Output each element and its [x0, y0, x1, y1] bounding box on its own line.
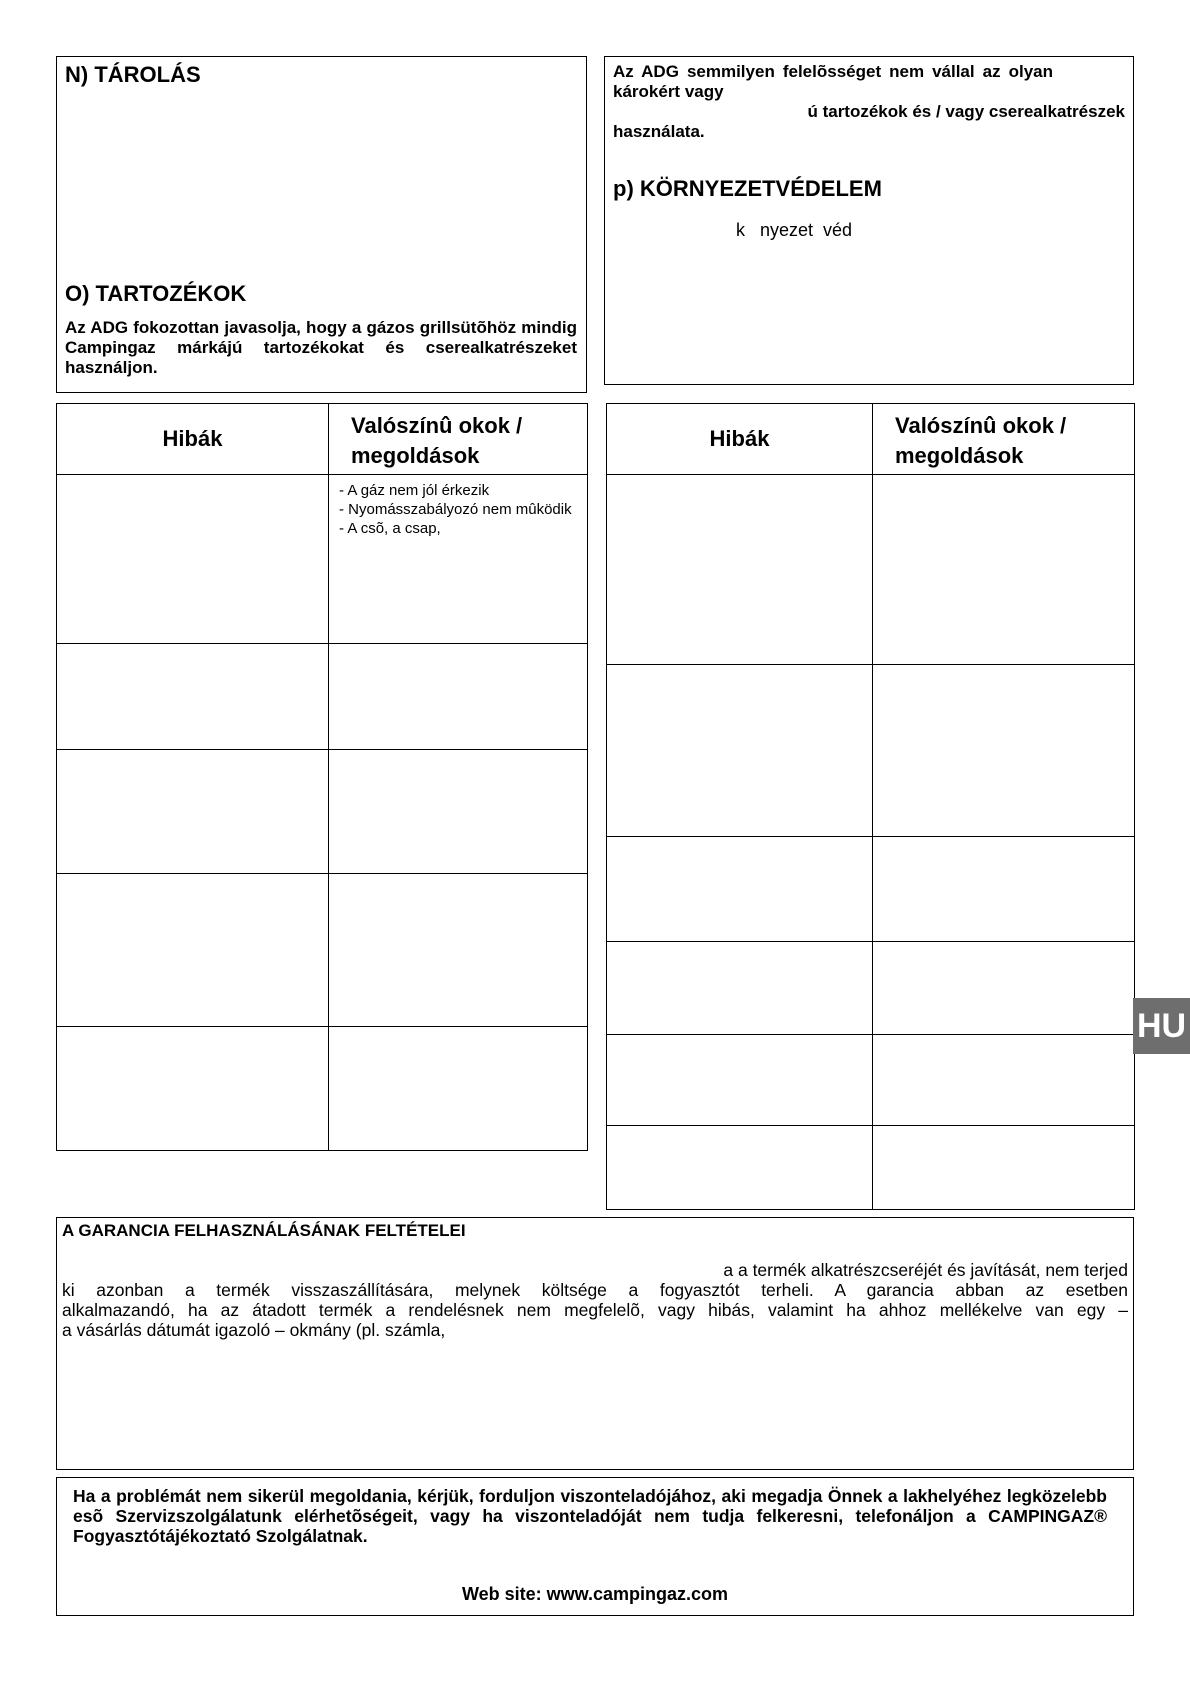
cause-column-header: [329, 404, 588, 475]
storage-accessories-box: [56, 56, 587, 393]
warranty-heading: A GARANCIA FELHASZNÁLÁSÁNAK FELTÉTELEI: [62, 1221, 466, 1240]
storage-heading: N) TÁROLÁS: [65, 62, 201, 87]
cause-cell: [873, 837, 1135, 942]
website-link[interactable]: Web site: www.campingaz.com: [461, 1584, 729, 1604]
warranty-line-1: a a termék alkatrészcseréjét és javítását, nem terjed: [723, 1260, 1128, 1280]
fault-cell: [607, 837, 873, 942]
cause-cell: [873, 1035, 1135, 1126]
fault-cell: [57, 644, 329, 750]
cause-cell: [329, 750, 588, 874]
cause-cell: [873, 1126, 1135, 1210]
fault-cell: [57, 874, 329, 1027]
fault-cell: [607, 1035, 873, 1126]
troubleshooting-table-right: [606, 403, 1135, 1210]
cause-item: - A gáz nem jól érkezik: [339, 481, 587, 500]
fault-column-header: Hibák: [607, 404, 873, 475]
cause-item: - A csõ, a csap,: [339, 519, 587, 538]
cause-item: - Nyomásszabályozó nem mûködik: [339, 500, 587, 519]
fault-cell: [57, 750, 329, 874]
liability-line-1: Az ADG semmilyen felelõsséget nem vállal az olyan károkért vagy: [613, 62, 1053, 101]
cause-column-header-label: Valószínû okok / megoldások: [895, 413, 1067, 468]
cause-cell: [329, 644, 588, 750]
liability-environment-box: [604, 56, 1134, 385]
environment-fragment: k nyezet véd: [736, 220, 853, 240]
cause-cell: [329, 1027, 588, 1151]
language-tab: HU: [1133, 998, 1190, 1054]
contact-text: Ha a problémát nem sikerül megoldania, kérjük, forduljon viszonteladójához, aki megadja Önnek a lakhelyéhez legközelebb esõ Szervizszolgálatunk elérhetõségeit, vagy ha viszonteladóját nem tudja felkeresni, telefonáljon a CAMPINGAZ® Fogyasztótájékoztató Szolgálatnak.: [73, 1486, 1107, 1546]
accessories-text: Az ADG fokozottan javasolja, hogy a gázos grillsütõhöz mindig Campingaz márkájú tartozékokat és cserealkatrészeket használjon.: [65, 318, 577, 377]
warranty-text: [62, 1260, 1128, 1340]
fault-cell: [57, 1027, 329, 1151]
accessories-heading: O) TARTOZÉKOK: [65, 281, 247, 306]
fault-cell: [607, 1126, 873, 1210]
fault-column-header: Hibák: [57, 404, 329, 475]
cause-cell: [873, 665, 1135, 837]
warranty-line-3: alkalmazandó, ha az átadott termék a rendelésnek nem megfelelõ, vagy hibás, valamint ha ahhoz mellékelve van egy –: [62, 1300, 1128, 1320]
fault-cell: [607, 942, 873, 1035]
fault-cell: [607, 475, 873, 665]
environment-heading: p) KÖRNYEZETVÉDELEM: [613, 176, 882, 201]
fault-cell: [607, 665, 873, 837]
cause-cell: [329, 874, 588, 1027]
contact-box: [56, 1477, 1134, 1616]
warranty-line-2: ki azonban a termék visszaszállítására, melynek költsége a fogyasztót terheli. A garancia abban az esetben: [62, 1280, 1128, 1300]
liability-line-2: ú tartozékok és / vagy cserealkatrészek: [807, 102, 1125, 121]
warranty-box: [56, 1217, 1134, 1470]
fault-cell: [57, 475, 329, 644]
liability-text: [613, 62, 1125, 142]
cause-column-header-label: Valószínû okok / megoldások: [351, 413, 523, 468]
liability-line-3: használata.: [613, 122, 705, 141]
warranty-line-4: a vásárlás dátumát igazoló – okmány (pl. számla,: [62, 1320, 446, 1340]
cause-cell: [873, 475, 1135, 665]
cause-column-header: [873, 404, 1135, 475]
cause-cell: [329, 475, 588, 644]
cause-cell: [873, 942, 1135, 1035]
troubleshooting-table-left: [56, 403, 588, 1151]
cause-list: [329, 475, 587, 538]
